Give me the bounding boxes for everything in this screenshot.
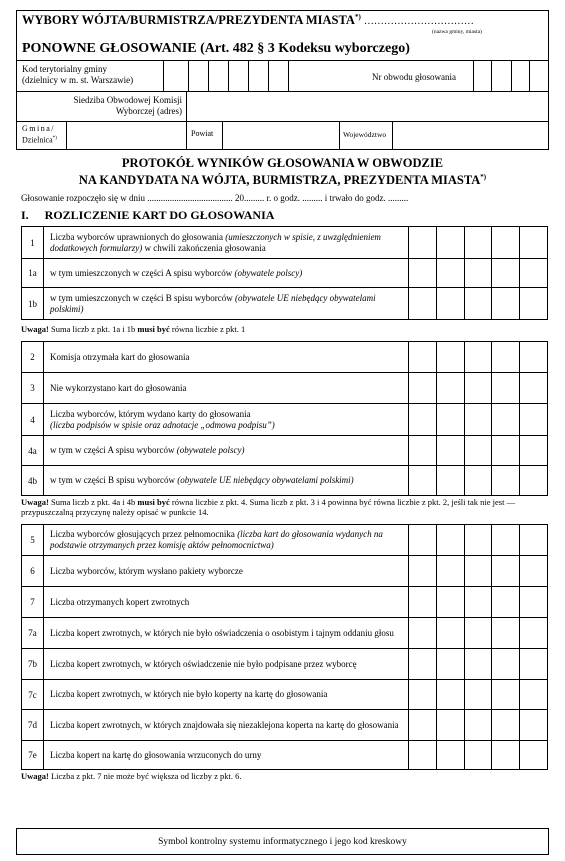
row-label-text: w tym w części A spisu wyborców xyxy=(50,445,177,455)
table-row xyxy=(21,617,548,649)
note xyxy=(21,324,551,334)
row-label-text: w tym w części B spisu wyborców xyxy=(50,475,178,485)
territorial-code-label-line2: (dzielnicy w m. st. Warszawie) xyxy=(22,75,134,85)
district-cell-divider xyxy=(473,60,474,91)
note-label: Uwaga! xyxy=(21,497,49,507)
row-label-text: Nie wykorzystano kart do głosowania xyxy=(50,382,187,393)
row-label xyxy=(50,741,400,769)
district-cell-divider xyxy=(511,60,512,91)
row-label-text: Liczba kopert zwrotnych, w których nie było oświadczenia o osobistym i tajnym oddaniu głosu xyxy=(50,627,394,638)
gmina-label-mark: *) xyxy=(52,136,57,141)
number-cells[interactable] xyxy=(408,556,547,586)
commission-seat-label-line1: Siedziba Obwodowej Komisji xyxy=(73,95,182,105)
table-row xyxy=(21,555,548,587)
vote-title: PONOWNE GŁOSOWANIE (Art. 482 § 3 Kodeksu wyborczego) xyxy=(22,41,410,56)
row-label-text: Liczba kopert zwrotnych, w których oświadczenie nie było podpisane przez wyborcę xyxy=(50,658,357,669)
voivodeship-field[interactable] xyxy=(393,122,548,149)
code-cell-divider xyxy=(188,60,189,91)
row-number: 7b xyxy=(22,649,44,679)
row-label-italic: (liczba podpisów w spisie oraz adnotacje „odmowa podpisu”) xyxy=(50,419,275,430)
territorial-code-label-line1: Kod terytorialny gminy xyxy=(22,64,107,74)
row-label-italic: (obywatele UE niebędący obywatelami polskimi) xyxy=(50,292,376,314)
row-label xyxy=(50,227,400,258)
number-cells[interactable] xyxy=(408,288,547,319)
row-number: 6 xyxy=(22,556,44,586)
number-cells[interactable] xyxy=(408,227,547,258)
divider xyxy=(339,121,340,150)
row-label xyxy=(50,342,400,372)
code-cell-divider xyxy=(208,60,209,91)
divider xyxy=(186,121,187,150)
row-label-text: Liczba wyborców, którym wydano karty do głosowania xyxy=(50,408,251,419)
protocol-title-line2: NA KANDYDATA NA WÓJTA, BURMISTRZA, PREZYDENTA MIASTA xyxy=(78,173,481,188)
row-label-text: Liczba kopert na kartę do głosowania wrzuconych do urny xyxy=(50,749,262,760)
row-number: 1a xyxy=(22,259,44,287)
code-cell-divider xyxy=(268,60,269,91)
table-row xyxy=(21,648,548,680)
row-label xyxy=(50,525,400,555)
note xyxy=(21,497,551,517)
note-text: Suma liczb z pkt. 4a i 4b xyxy=(48,497,138,507)
row-label-tail: w chwili zakończenia głosowania xyxy=(142,242,266,253)
table-row xyxy=(21,258,548,288)
table-row xyxy=(21,372,548,404)
row-number: 2 xyxy=(22,342,44,372)
row-label xyxy=(50,680,400,709)
table-row xyxy=(21,403,548,436)
table-row xyxy=(21,465,548,496)
row-number: 4b xyxy=(22,466,44,495)
row-label-text: Komisja otrzymała kart do głosowania xyxy=(50,351,190,362)
row-label-text: Liczba wyborców głosujących przez pełnomocnika xyxy=(50,529,238,539)
note-text: Liczba z pkt. 7 nie może być większa od liczby z pkt. 6. xyxy=(48,771,242,781)
row-label xyxy=(50,618,400,648)
row-number: 7e xyxy=(22,741,44,769)
row-label-italic: (umieszczonych w spisie, z uwzględnieniem dodatkowych formularzy) xyxy=(50,231,381,253)
table-row xyxy=(21,226,548,259)
row-label xyxy=(50,404,400,435)
gmina-field[interactable] xyxy=(67,122,185,149)
voting-start-line[interactable]: Głosowanie rozpoczęło się w dniu ...................................... 20......... r. o godz. ......... i trwało do godz. ......... xyxy=(21,193,409,203)
number-cells[interactable] xyxy=(408,466,547,495)
protocol-title-mark: *) xyxy=(480,173,487,181)
commission-seat-label xyxy=(22,95,182,117)
row-label-italic: (obywatele polscy) xyxy=(234,267,303,278)
divider xyxy=(16,60,549,61)
row-label xyxy=(50,649,400,679)
row-label-text: w tym umieszczonych w części B spisu wyborców xyxy=(50,292,235,303)
protocol-title-line1: PROTOKÓŁ WYNIKÓW GŁOSOWANIA W OBWODZIE xyxy=(121,156,444,170)
section-heading xyxy=(21,208,274,223)
row-label-text: Liczba wyborców, którym wysłano pakiety wyborcze xyxy=(50,565,243,576)
district-cell-divider xyxy=(529,60,530,91)
gmina-label xyxy=(22,124,57,146)
election-title xyxy=(22,13,474,28)
row-label-italic: (obywatele polscy) xyxy=(176,445,245,455)
row-label-italic: (obywatele UE niebędący obywatelami polskimi) xyxy=(177,475,354,485)
note-emphasis: musi być xyxy=(137,497,170,507)
row-label xyxy=(50,259,400,287)
note-label: Uwaga! xyxy=(21,324,49,334)
row-label-text: w tym umieszczonych w części A spisu wyborców xyxy=(50,267,235,278)
table-row xyxy=(21,740,548,770)
row-number: 3 xyxy=(22,373,44,403)
number-cells[interactable] xyxy=(408,373,547,403)
code-cell-divider xyxy=(248,60,249,91)
row-number: 4 xyxy=(22,404,44,435)
note-text: równa liczbie z pkt. 4. Suma liczb z pkt. 3 i 4 powinna być równa liczbie z pkt. 2, jeśli tak nie jest — przypuszczalną przyczynę należy opisać w punkcie 14. xyxy=(21,497,516,517)
barcode-box xyxy=(16,828,549,855)
code-cell-divider xyxy=(288,60,289,91)
commission-seat-label-line2: Wyborczej (adres) xyxy=(115,106,182,116)
barcode-box-label: Symbol kontrolny systemu informatycznego i jego kod kreskowy xyxy=(158,836,407,847)
row-label-text: Liczba kopert zwrotnych, w których znajdowała się niezaklejona koperta na kartę do głosowania xyxy=(50,719,399,730)
number-cells[interactable] xyxy=(408,404,547,435)
protocol-title xyxy=(0,156,565,187)
number-cells[interactable] xyxy=(408,525,547,555)
table-row xyxy=(21,679,548,710)
gmina-label-line2: Dzielnica xyxy=(22,135,53,145)
row-label xyxy=(50,466,400,495)
number-cells[interactable] xyxy=(408,436,547,465)
table-row xyxy=(21,287,548,320)
row-label-text: Liczba otrzymanych kopert zwrotnych xyxy=(50,596,190,607)
commission-seat-field[interactable] xyxy=(187,92,548,120)
row-number: 7a xyxy=(22,618,44,648)
note-label: Uwaga! xyxy=(21,771,49,781)
note xyxy=(21,771,551,781)
row-number: 7 xyxy=(22,587,44,617)
gmina-label-line1: Gmina/ xyxy=(22,124,55,133)
number-cells[interactable] xyxy=(408,618,547,648)
row-label xyxy=(50,710,400,740)
row-number: 4a xyxy=(22,436,44,465)
municipality-name-field[interactable]: …………………………… xyxy=(363,16,474,28)
row-label xyxy=(50,436,400,465)
row-label xyxy=(50,587,400,617)
table-row xyxy=(21,586,548,618)
district-cell-divider xyxy=(491,60,492,91)
number-cells[interactable] xyxy=(408,680,547,709)
row-label xyxy=(50,288,400,319)
code-cell-divider xyxy=(228,60,229,91)
table-row xyxy=(21,435,548,466)
municipality-name-hint: (nazwa gminy, miasta) xyxy=(432,29,482,35)
row-number: 7d xyxy=(22,710,44,740)
number-cells[interactable] xyxy=(408,587,547,617)
election-title-mark: *) xyxy=(354,13,361,21)
voivodeship-label: Województwo xyxy=(343,130,387,139)
county-label: Powiat xyxy=(191,129,214,138)
number-cells[interactable] xyxy=(408,710,547,740)
election-title-text: WYBORY WÓJTA/BURMISTRZA/PREZYDENTA MIASTA xyxy=(22,13,355,28)
note-text: równa liczbie z pkt. 1 xyxy=(169,324,246,334)
number-cells[interactable] xyxy=(408,649,547,679)
number-cells[interactable] xyxy=(408,259,547,287)
number-cells[interactable] xyxy=(408,342,547,372)
territorial-code-label xyxy=(22,64,133,86)
row-number: 1b xyxy=(22,288,44,319)
row-number: 1 xyxy=(22,227,44,258)
section-number: I. xyxy=(21,208,29,222)
row-label xyxy=(50,373,400,403)
row-number: 5 xyxy=(22,525,44,555)
table-row xyxy=(21,524,548,556)
note-text: Suma liczb z pkt. 1a i 1b xyxy=(48,324,138,334)
table-row xyxy=(21,341,548,373)
code-cell-divider xyxy=(163,60,164,91)
number-cells[interactable] xyxy=(408,741,547,769)
row-label xyxy=(50,556,400,586)
row-label-text: Liczba kopert zwrotnych, w których nie było koperty na kartę do głosowania xyxy=(50,689,328,699)
section-title: ROZLICZENIE KART DO GŁOSOWANIA xyxy=(44,208,275,222)
county-field[interactable] xyxy=(223,122,338,149)
district-number-label: Nr obwodu głosowania xyxy=(372,72,456,82)
row-label-italic: (liczba kart do głosowania wydanych na podstawie otrzymanych przez komisję aktów pełnomocnictwa) xyxy=(50,529,383,550)
row-label-text: Liczba wyborców uprawnionych do głosowania xyxy=(50,231,226,242)
table-row xyxy=(21,709,548,741)
note-emphasis: musi być xyxy=(137,324,170,334)
row-number: 7c xyxy=(22,680,44,709)
